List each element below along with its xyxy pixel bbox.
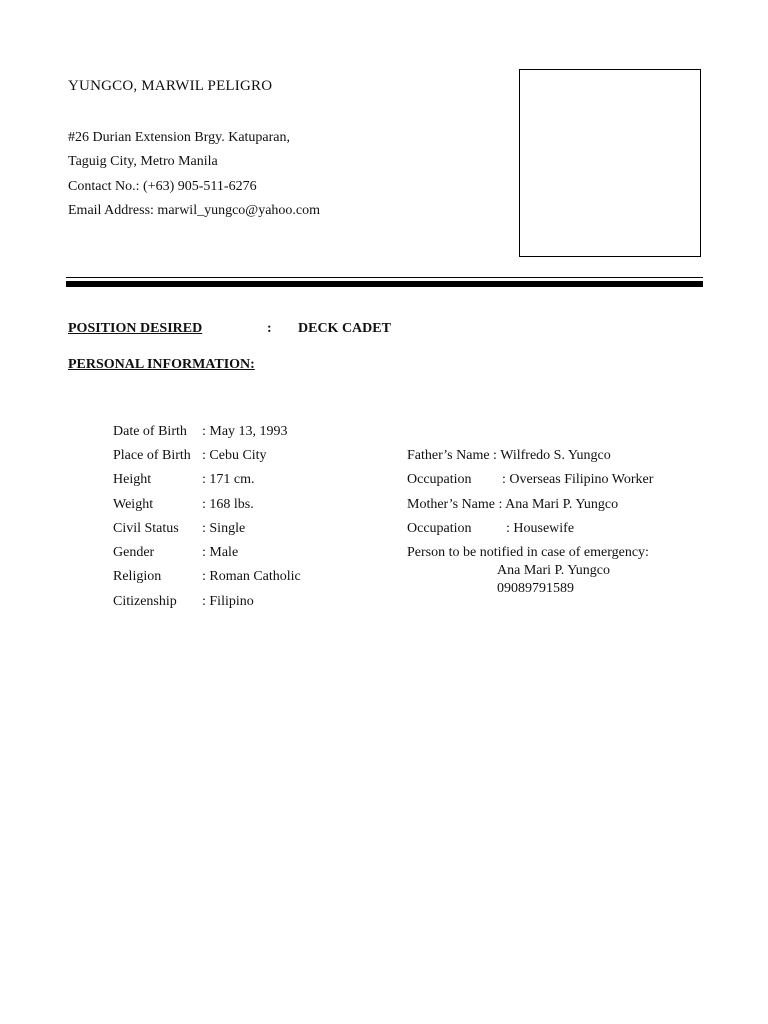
detail-value: : Male — [202, 545, 239, 560]
mother-name: Mother’s Name : Ana Mari P. Yungco — [407, 497, 619, 512]
father-name: Father’s Name : Wilfredo S. Yungco — [407, 448, 611, 463]
detail-label: Citizenship — [113, 594, 177, 609]
applicant-name: YUNGCO, MARWIL PELIGRO — [68, 78, 273, 94]
mother-occupation-value: : Housewife — [506, 521, 575, 536]
divider-thin — [66, 277, 703, 278]
photo-placeholder — [519, 69, 701, 257]
detail-label: Date of Birth — [113, 424, 187, 439]
mother-occupation-label: Occupation — [407, 521, 472, 536]
detail-value: : 168 lbs. — [202, 497, 254, 512]
address-line-2: Taguig City, Metro Manila — [68, 154, 218, 169]
detail-label: Weight — [113, 497, 154, 512]
detail-value: : Roman Catholic — [202, 569, 301, 584]
address-line-1: #26 Durian Extension Brgy. Katuparan, — [68, 130, 291, 145]
detail-value: : Filipino — [202, 594, 254, 609]
divider-thick — [66, 281, 703, 287]
personal-information-heading: PERSONAL INFORMATION: — [68, 357, 255, 372]
position-colon: : — [267, 321, 272, 336]
detail-value: : May 13, 1993 — [202, 424, 288, 439]
detail-value: : Cebu City — [202, 448, 267, 463]
detail-label: Religion — [113, 569, 162, 584]
email-address: Email Address: marwil_yungco@yahoo.com — [68, 203, 321, 218]
detail-label: Gender — [113, 545, 155, 560]
detail-label: Height — [113, 472, 152, 487]
emergency-contact-name: Ana Mari P. Yungco — [497, 563, 611, 578]
contact-number: Contact No.: (+63) 905-511-6276 — [68, 179, 257, 194]
detail-label: Place of Birth — [113, 448, 191, 463]
detail-value: : 171 cm. — [202, 472, 255, 487]
detail-value: : Single — [202, 521, 246, 536]
emergency-contact-phone: 09089791589 — [497, 581, 574, 596]
detail-label: Civil Status — [113, 521, 179, 536]
emergency-contact-label: Person to be notified in case of emergency: — [407, 545, 649, 560]
position-desired-label: POSITION DESIRED — [68, 321, 203, 336]
position-desired-value: DECK CADET — [298, 321, 391, 336]
father-occupation-label: Occupation — [407, 472, 472, 487]
father-occupation-value: : Overseas Filipino Worker — [502, 472, 654, 487]
